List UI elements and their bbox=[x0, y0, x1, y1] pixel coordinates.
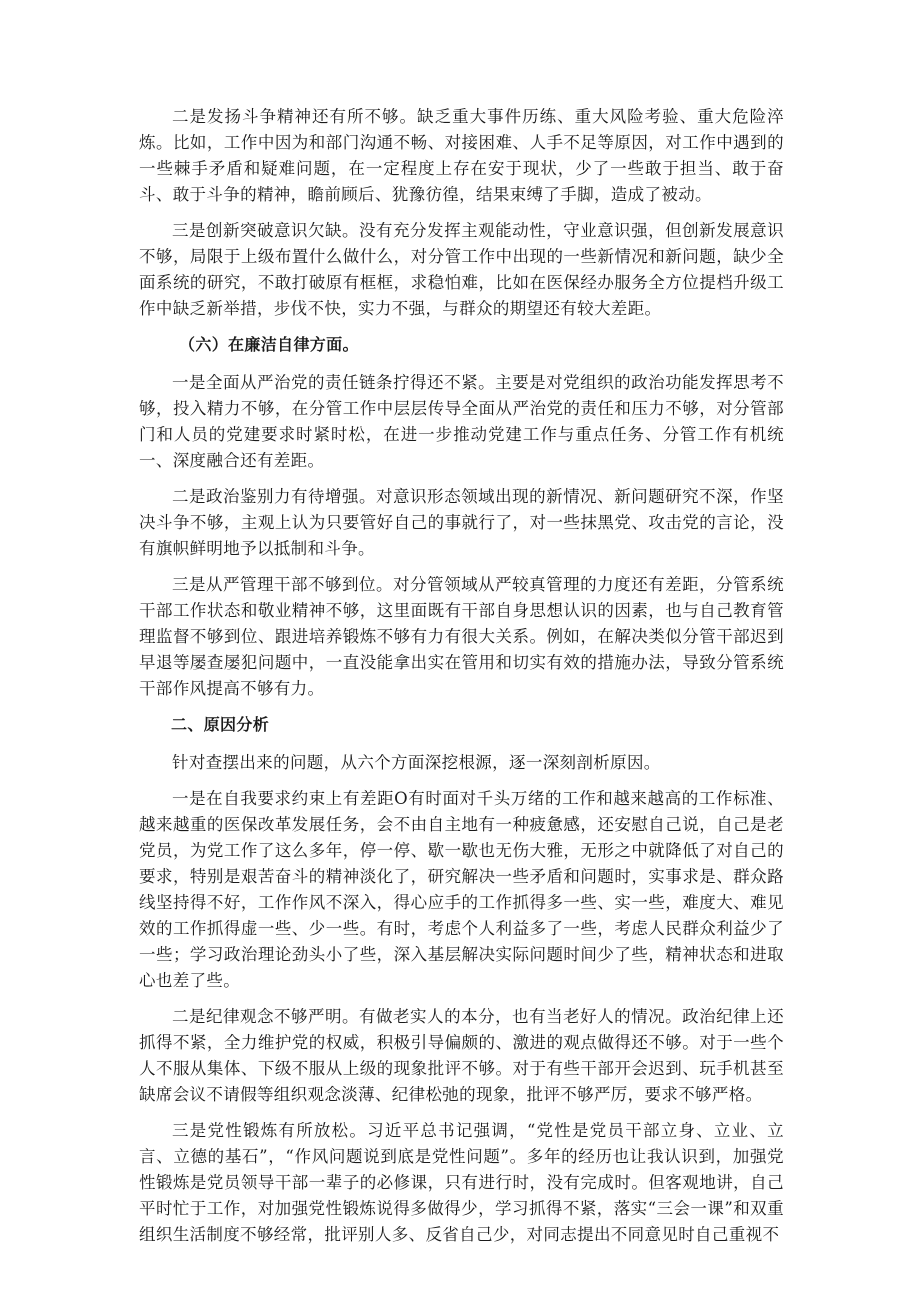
paragraph-innovation: 三是创新突破意识欠缺。没有充分发挥主观能动性，守业意识强，但创新发展意识不够，局限于上级布置什么做什么，对分管工作中出现的一些新情况和新问题，缺少全面系统的研究，不敢打破原有框框，求稳怕难，比如在医保经办服务全方位提档升级工作中缺乏新举措，步伐不快，实力不强，与群众的期望还有较大差距。 bbox=[139, 221, 784, 318]
document-page bbox=[139, 104, 784, 1258]
section-heading-cause-analysis: 二、原因分析 bbox=[171, 715, 270, 734]
section-heading-integrity: （六）在廉洁自律方面。 bbox=[179, 335, 359, 354]
paragraph-political-discernment: 二是政治鉴别力有待增强。对意识形态领域出现的新情况、新问题研究不深，作坚决斗争不够，主观上认为只要管好自己的事就行了，对一些抹黑党、攻击党的言论，没有旗帜鲜明地予以抵制和斗争。 bbox=[139, 487, 784, 558]
paragraph-analysis-intro: 针对查摆出来的问题，从六个方面深挖根源，逐一深刻剖析原因。 bbox=[172, 753, 661, 772]
paragraph-cadre-management: 三是从严管理干部不够到位。对分管领域从严较真管理的力度还有差距，分管系统干部工作状态和敬业精神不够，这里面既有干部自身思想认识的因素，也与自己教育管理监督不够到位、跟进培养锻炼不够有力有很大关系。例如，在解决类似分管干部迟到早退等屡查屡犯问题中，一直没能拿出实在管用和切实有效的措施办法，导致分管系统干部作风提高不够有力。 bbox=[139, 575, 784, 698]
paragraph-party-spirit: 三是党性锻炼有所放松。习近平总书记强调，“党性是党员干部立身、立业、立言、立德的基石”，“作风问题说到底是党性问题”。多年的经历也让我认识到，加强党性锻炼是党员领导干部一辈子的必修课，只有进行时，没有完成时。但客观地讲，自己平时忙于工作，对加强党性锻炼说得多做得少，学习抓得不紧，落实“三会一课”和双重组织生活制度不够经常，批评别人多、反省自己少，对同志提出不同意见时自己重视不 bbox=[139, 1121, 784, 1244]
paragraph-discipline-awareness: 二是纪律观念不够严明。有做老实人的本分，也有当老好人的情况。政治纪律上还抓得不紧，全力维护党的权威，积极引导偏颇的、激进的观点做得还不够。对于一些个人不服从集体、下级不服从上级的现象批评不够。对于有些干部开会迟到、玩手机甚至缺席会议不请假等组织观念淡薄、纪律松弛的现象，批评不够严厉，要求不够严格。 bbox=[139, 1007, 784, 1104]
paragraph-responsibility-chain: 一是全面从严治党的责任链条拧得还不紧。主要是对党组织的政治功能发挥思考不够，投入精力不够，在分管工作中层层传导全面从严治党的责任和压力不够，对分管部门和人员的党建要求时紧时松，在进一步推动党建工作与重点任务、分管工作有机统一、深度融合还有差距。 bbox=[139, 373, 784, 470]
paragraph-struggle-spirit: 二是发扬斗争精神还有所不够。缺乏重大事件历练、重大风险考验、重大危险淬炼。比如，工作中因为和部门沟通不畅、对接困难、人手不足等原因，对工作中遇到的一些棘手矛盾和疑难问题，在一定程度上存在安于现状，少了一些敢于担当、敢于奋斗、敢于斗争的精神，瞻前顾后、犹豫彷徨，结果束缚了手脚，造成了被动。 bbox=[139, 107, 784, 204]
paragraph-self-discipline: 一是在自我要求约束上有差距O有时面对千头万绪的工作和越来越高的工作标准、越来越重的医保改革发展任务，会不由自主地有一种疲惫感，还安慰自己说，自己是老党员，为党工作了这么多年，停一停、歇一歇也无伤大雅，无形之中就降低了对自己的要求，特别是艰苦奋斗的精神淡化了，研究解决一些矛盾和问题时，实事求是、群众路线坚持得不好，工作作风不深入，得心应手的工作抓得多一些、实一些，难度大、难见效的工作抓得虚一些、少一些。有时，考虑个人利益多了一些，考虑人民群众利益少了一些；学习政治理论劲头小了些，深入基层解决实际问题时间少了些，精神状态和进取心也差了些。 bbox=[139, 789, 784, 990]
